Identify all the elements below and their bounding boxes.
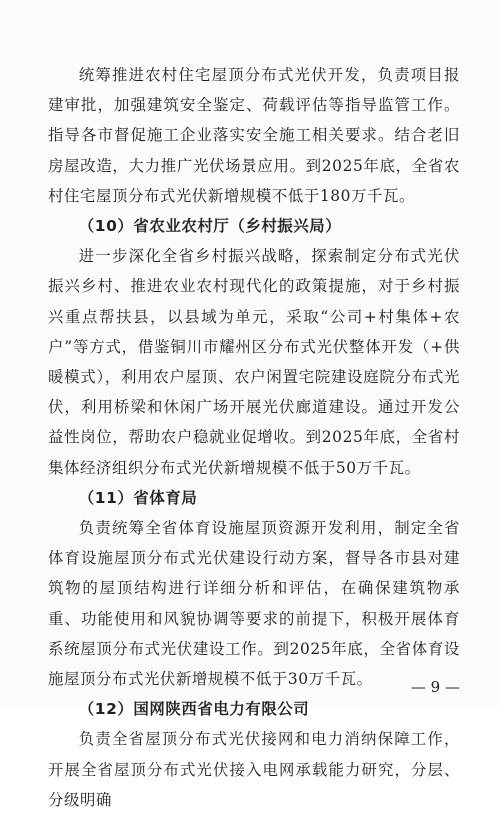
heading-agriculture-dept: （10）省农业农村厅（乡村振兴局） (78, 217, 342, 236)
heading-state-grid: （12）国网陕西省电力有限公司 (78, 700, 310, 719)
paragraph-grid-connection: 负责全省屋顶分布式光伏接网和电力消纳保障工作，开展全省屋顶分布式光伏接入电网承载能力研究，分层、分级明确 (48, 730, 460, 809)
heading-sports-bureau: （11）省体育局 (78, 488, 198, 507)
paragraph-rural-housing: 统筹推进农村住宅屋顶分布式光伏开发，负责项目报建审批，加强建筑安全鉴定、荷载评估等指导监管工作。指导各市督促施工企业落实安全施工相关要求。结合老旧房屋改造，大力推广光伏场景应用。到2025年底，全省农村住宅屋顶分布式光伏新增规模不低于180万千瓦。 (48, 66, 460, 205)
page-number: — 9 — (410, 678, 460, 696)
paragraph-rural-revitalization: 进一步深化全省乡村振兴战略，探索制定分布式光伏振兴乡村、推进农业农村现代化的政策提施，对于乡村振兴重点帮扶县，以县域为单元，采取“公司+村集体+农户”等方式，借鉴铜川市耀州区分布式光伏整体开发（+供暖模式），利用农户屋顶、农户闲置宅院建设庭院分布式光伏，利用桥梁和休闲广场开展光伏廊道建设。通过开发公益性岗位，帮助农户稳就业促增收。到2025年底，全省村集体经济组织分布式光伏新增规模不低于50万千瓦。 (48, 247, 460, 477)
document-body (48, 60, 460, 815)
paragraph-sports-facilities: 负责统筹全省体育设施屋顶资源开发利用，制定全省体育设施屋顶分布式光伏建设行动方案，督导各市县对建筑物的屋顶结构进行详细分析和评估，在确保建筑物承重、功能使用和风貌协调等要求的前提下，积极开展体育系统屋顶分布式光伏建设工作。到2025年底，全省体育设施屋顶分布式光伏新增规模不低于30万千瓦。 (48, 519, 460, 689)
